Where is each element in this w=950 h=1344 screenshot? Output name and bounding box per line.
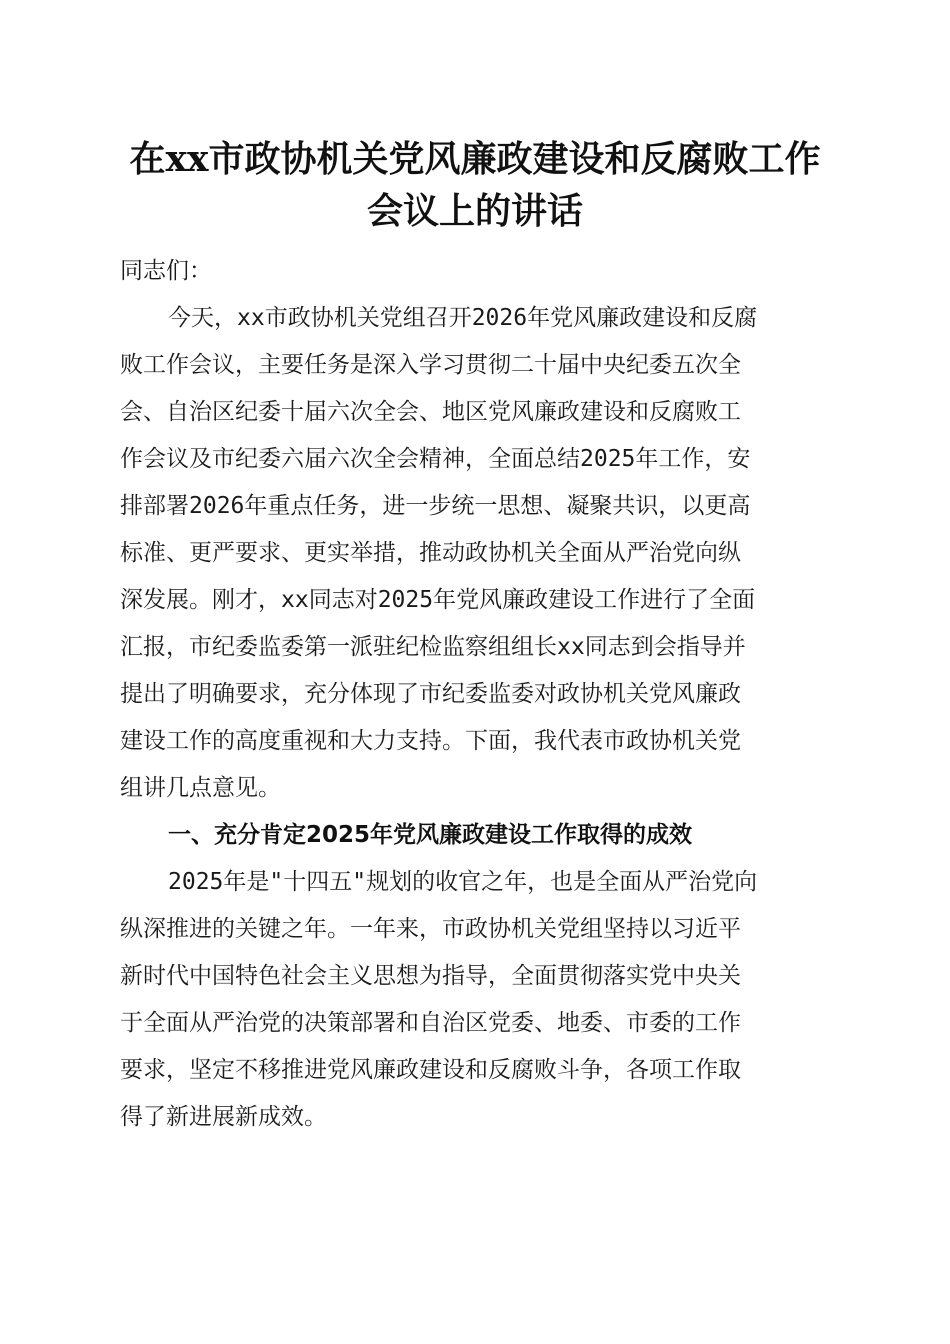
section-heading: 一、充分肯定2025年党风廉政建设工作取得的成效: [168, 822, 693, 848]
paragraph-line: 建设工作的高度重视和大力支持。下面，我代表市政协机关党: [120, 728, 741, 754]
paragraph-line: 纵深推进的关键之年。一年来，市政协机关党组坚持以习近平: [120, 916, 741, 942]
paragraph-line: 排部署2026年重点任务，进一步统一思想、凝聚共识，以更高: [120, 493, 751, 519]
paragraph-line: 会、自治区纪委十届六次全会、地区党风廉政建设和反腐败工: [120, 399, 741, 425]
paragraph-line: 作会议及市纪委六届六次全会精神，全面总结2025年工作，安: [120, 446, 751, 472]
paragraph-line: 组讲几点意见。: [120, 775, 281, 801]
paragraph-line: 提出了明确要求，充分体现了市纪委监委对政协机关党风廉政: [120, 681, 741, 707]
title-line-2: 会议上的讲话: [366, 190, 583, 232]
paragraph-line: 于全面从严治党的决策部署和自治区党委、地委、市委的工作: [120, 1010, 741, 1036]
paragraph-line: 新时代中国特色社会主义思想为指导，全面贯彻落实党中央关: [120, 963, 741, 989]
paragraph-line: 2025年是"十四五"规划的收官之年，也是全面从严治党向: [168, 869, 758, 895]
document-body: [120, 248, 840, 1141]
paragraph-line: 深发展。刚才，xx同志对2025年党风廉政建设工作进行了全面: [120, 587, 756, 613]
paragraph-line: 汇报，市纪委监委第一派驻纪检监察组组长xx同志到会指导并: [120, 634, 746, 660]
paragraph-line: 今天，xx市政协机关党组召开2026年党风廉政建设和反腐: [168, 305, 758, 331]
document-title: [100, 133, 850, 237]
paragraph-1: [120, 295, 840, 812]
paragraph-line: 得了新进展新成效。: [120, 1104, 327, 1130]
salutation: 同志们：: [120, 258, 212, 284]
paragraph-line: 标准、更严要求、更实举措，推动政协机关全面从严治党向纵: [120, 540, 741, 566]
paragraph-line: 败工作会议，主要任务是深入学习贯彻二十届中央纪委五次全: [120, 352, 741, 378]
title-line-1: 在xx市政协机关党风廉政建设和反腐败工作: [129, 138, 821, 180]
paragraph-line: 要求，坚定不移推进党风廉政建设和反腐败斗争，各项工作取: [120, 1057, 741, 1083]
paragraph-2: [120, 859, 840, 1141]
